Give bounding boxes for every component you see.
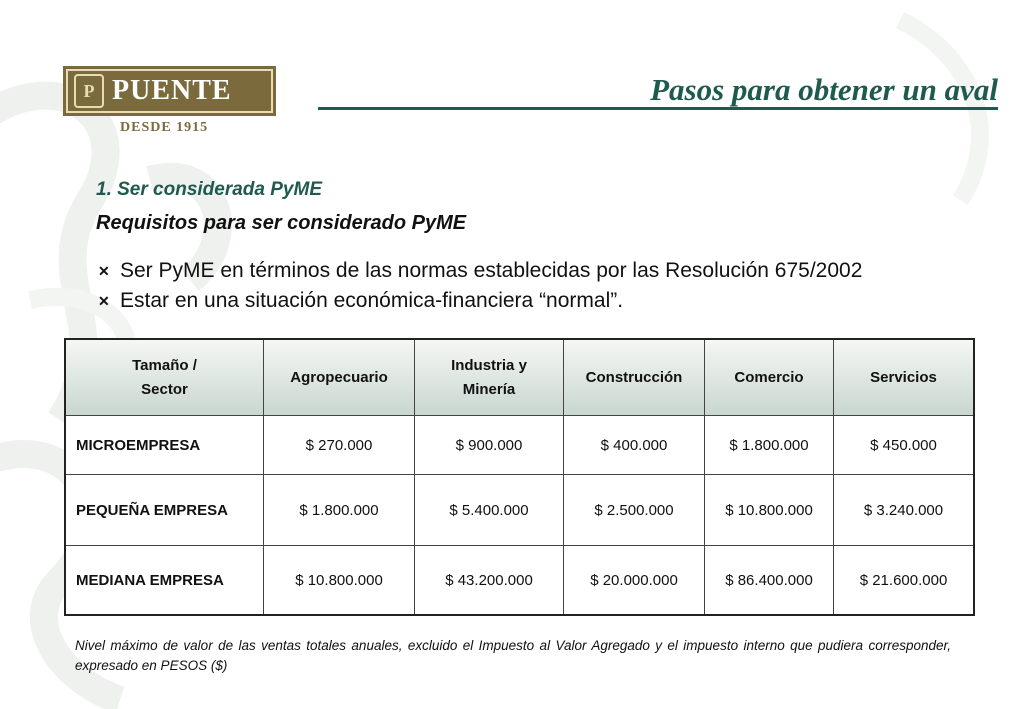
logo-name: PUENTE xyxy=(112,75,232,106)
row-label: MEDIANA EMPRESA xyxy=(65,546,264,616)
list-item-text: Estar en una situación económica-financiera “normal”. xyxy=(120,289,624,312)
table-footnote: Nivel máximo de valor de las ventas totales anuales, excluido el Impuesto al Valor Agregado y el impuesto interno que pudiera corresponder, expresado en PESOS ($) xyxy=(75,638,951,673)
row-label: PEQUEÑA EMPRESA xyxy=(65,475,264,546)
table-header-row xyxy=(65,339,974,416)
header-line: Minería xyxy=(462,380,516,398)
header-size-sector xyxy=(65,339,264,416)
header-line: Sector xyxy=(141,380,188,398)
header-comercio: Comercio xyxy=(705,339,834,416)
table-cell: $ 270.000 xyxy=(264,416,415,475)
table-cell: $ 5.400.000 xyxy=(415,475,564,546)
x-mark-icon: ✕ xyxy=(98,262,110,279)
table-cell: $ 900.000 xyxy=(415,416,564,475)
pyme-limits-table xyxy=(64,338,975,616)
table-cell: $ 1.800.000 xyxy=(705,416,834,475)
requirements-subheading: Requisitos para ser considerado PyME xyxy=(96,212,467,234)
section-heading: 1. Ser considerada PyME xyxy=(96,179,322,200)
table-cell: $ 43.200.000 xyxy=(415,546,564,616)
list-item-text: Ser PyME en términos de las normas establecidas por las Resolución 675/2002 xyxy=(120,259,863,282)
page-title: Pasos para obtener un aval xyxy=(650,72,998,107)
table-cell: $ 1.800.000 xyxy=(264,475,415,546)
table-row xyxy=(65,475,974,546)
list-item xyxy=(98,256,862,286)
table-row xyxy=(65,416,974,475)
table-cell: $ 10.800.000 xyxy=(705,475,834,546)
table-cell: $ 10.800.000 xyxy=(264,546,415,616)
company-logo xyxy=(63,66,276,116)
header-agropecuario: Agropecuario xyxy=(264,339,415,416)
table-cell: $ 3.240.000 xyxy=(834,475,975,546)
table-cell: $ 450.000 xyxy=(834,416,975,475)
table-row xyxy=(65,546,974,616)
header-construccion: Construcción xyxy=(564,339,705,416)
row-label: MICROEMPRESA xyxy=(65,416,264,475)
header-industria xyxy=(415,339,564,416)
logo-frame xyxy=(66,69,273,113)
header-line: Industria y xyxy=(451,356,527,374)
list-item xyxy=(98,286,862,316)
logo-emblem-icon: P xyxy=(74,74,104,108)
logo-tagline: DESDE 1915 xyxy=(120,120,209,135)
table-cell: $ 400.000 xyxy=(564,416,705,475)
table-cell: $ 2.500.000 xyxy=(564,475,705,546)
table-cell: $ 86.400.000 xyxy=(705,546,834,616)
table-cell: $ 21.600.000 xyxy=(834,546,975,616)
table-cell: $ 20.000.000 xyxy=(564,546,705,616)
header-line: Tamaño / xyxy=(132,356,197,374)
x-mark-icon: ✕ xyxy=(98,292,110,309)
header-servicios: Servicios xyxy=(834,339,975,416)
requirements-list xyxy=(98,256,862,316)
